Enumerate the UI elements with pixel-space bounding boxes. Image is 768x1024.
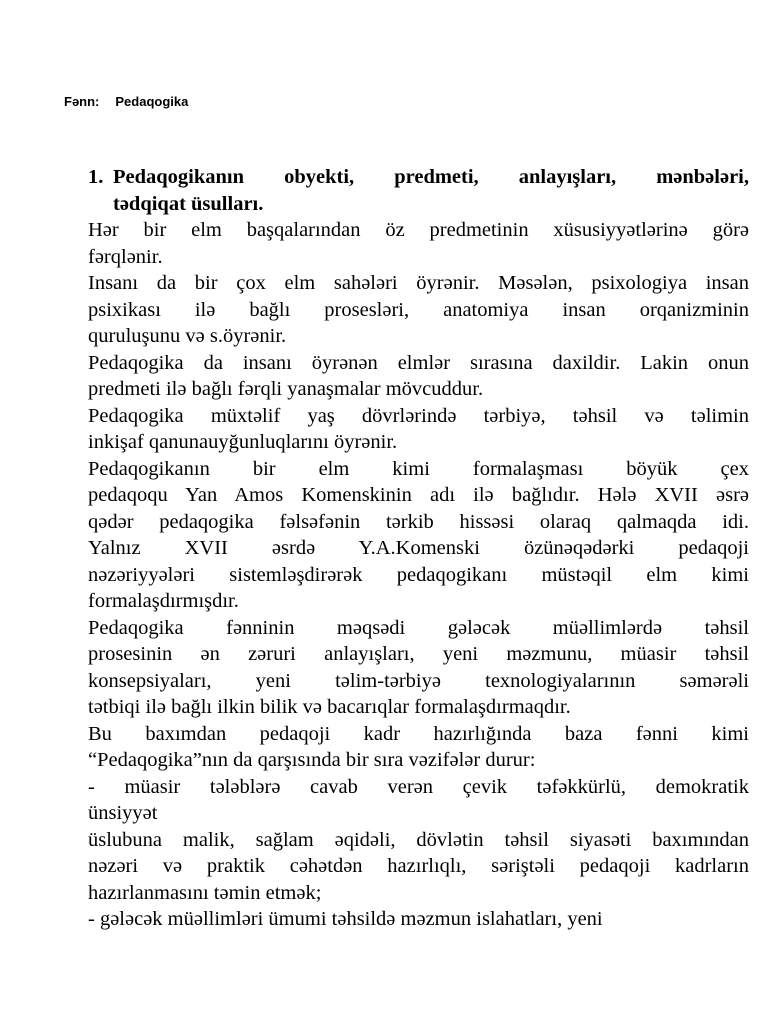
body-line: - gələcək müəllimləri ümumi təhsildə məzmun islahatları, yeni [88, 908, 603, 930]
body-line: - müasir tələblərə cavab verən çevik təfəkkürlü, demokratik [88, 775, 749, 798]
heading-line: Pedaqogikanın obyekti, predmeti, anlayışları, mənbələri, [113, 166, 749, 188]
body-line: prosesinin ən zəruri anlayışları, yeni məzmunu, müasir təhsil [88, 643, 749, 665]
body-line: hazırlanmasını təmin etmək; [88, 881, 322, 904]
body-line: tətbiqi ilə bağlı ilkin bilik və bacarıqlar formalaşdırmaqdır. [88, 696, 571, 718]
body-line: Insanı da bir çox elm sahələri öyrənir. Məsələn, psixologiya insan [88, 272, 749, 294]
heading-line: tədqiqat üsulları. [113, 192, 264, 215]
body-line: fərqlənir. [88, 245, 163, 268]
body-line: nəzəriyyələri sistemləşdirərək pedaqogikanı müstəqil elm kimi [88, 563, 749, 586]
body-line: Pedaqogika fənninin məqsədi gələcək müəllimlərdə təhsil [88, 616, 749, 639]
body-line: “Pedaqogika”nın da qarşısında bir sıra vəzifələr durur: [88, 749, 536, 771]
body-line: psixikası ilə bağlı prosesləri, anatomiya insan orqanizminin [88, 298, 749, 321]
body-line: Bu baxımdan pedaqoji kadr hazırlığında baza fənni kimi [88, 722, 749, 745]
body-line: formalaşdırmışdır. [88, 590, 239, 612]
body-line: Hər bir elm başqalarından öz predmetinin xüsusiyyətlərinə görə [88, 219, 749, 241]
body-line: konsepsiyaları, yeni təlim-tərbiyə texnologiyalarının səmərəli [88, 669, 749, 692]
body-text [88, 217, 749, 933]
body-line: pedaqoqu Yan Amos Komenskinin adı ilə bağlıdır. Hələ XVII əsrə [88, 484, 749, 506]
body-line: quruluşunu və s.öyrənir. [88, 325, 287, 347]
subject-value: Pedaqogika [115, 94, 189, 109]
document-body [88, 164, 749, 933]
body-line: üslubuna malik, sağlam əqidəli, dövlətin təhsil siyasəti baxımından [88, 828, 749, 851]
body-line: qədər pedaqogika fəlsəfənin tərkib hissəsi olaraq qalmaqda idi. [88, 510, 749, 533]
body-line: Pedaqogikanın bir elm kimi formalaşması böyük çex [88, 457, 749, 480]
heading-text [113, 164, 749, 217]
heading-number: 1. [88, 166, 104, 188]
body-line: ünsiyyət [88, 802, 158, 824]
body-line: Pedaqogika müxtəlif yaş dövrlərində tərbiyə, təhsil və təlimin [88, 404, 749, 427]
body-line: Pedaqogika da insanı öyrənən elmlər sırasına daxildir. Lakin onun [88, 351, 749, 374]
body-line: inkişaf qanunauyğunluqlarını öyrənir. [88, 431, 398, 453]
body-line: nəzəri və praktik cəhətdən hazırlıqlı, səriştəli pedaqoji kadrların [88, 855, 749, 877]
subject-label: Fənn: [64, 94, 100, 109]
body-line: predmeti ilə bağlı fərqli yanaşmalar mövcuddur. [88, 378, 484, 400]
body-line: Yalnız XVII əsrdə Y.A.Komenski özünəqədərki pedaqoji [88, 537, 749, 559]
section-heading [88, 164, 749, 217]
subject-header [64, 94, 188, 109]
